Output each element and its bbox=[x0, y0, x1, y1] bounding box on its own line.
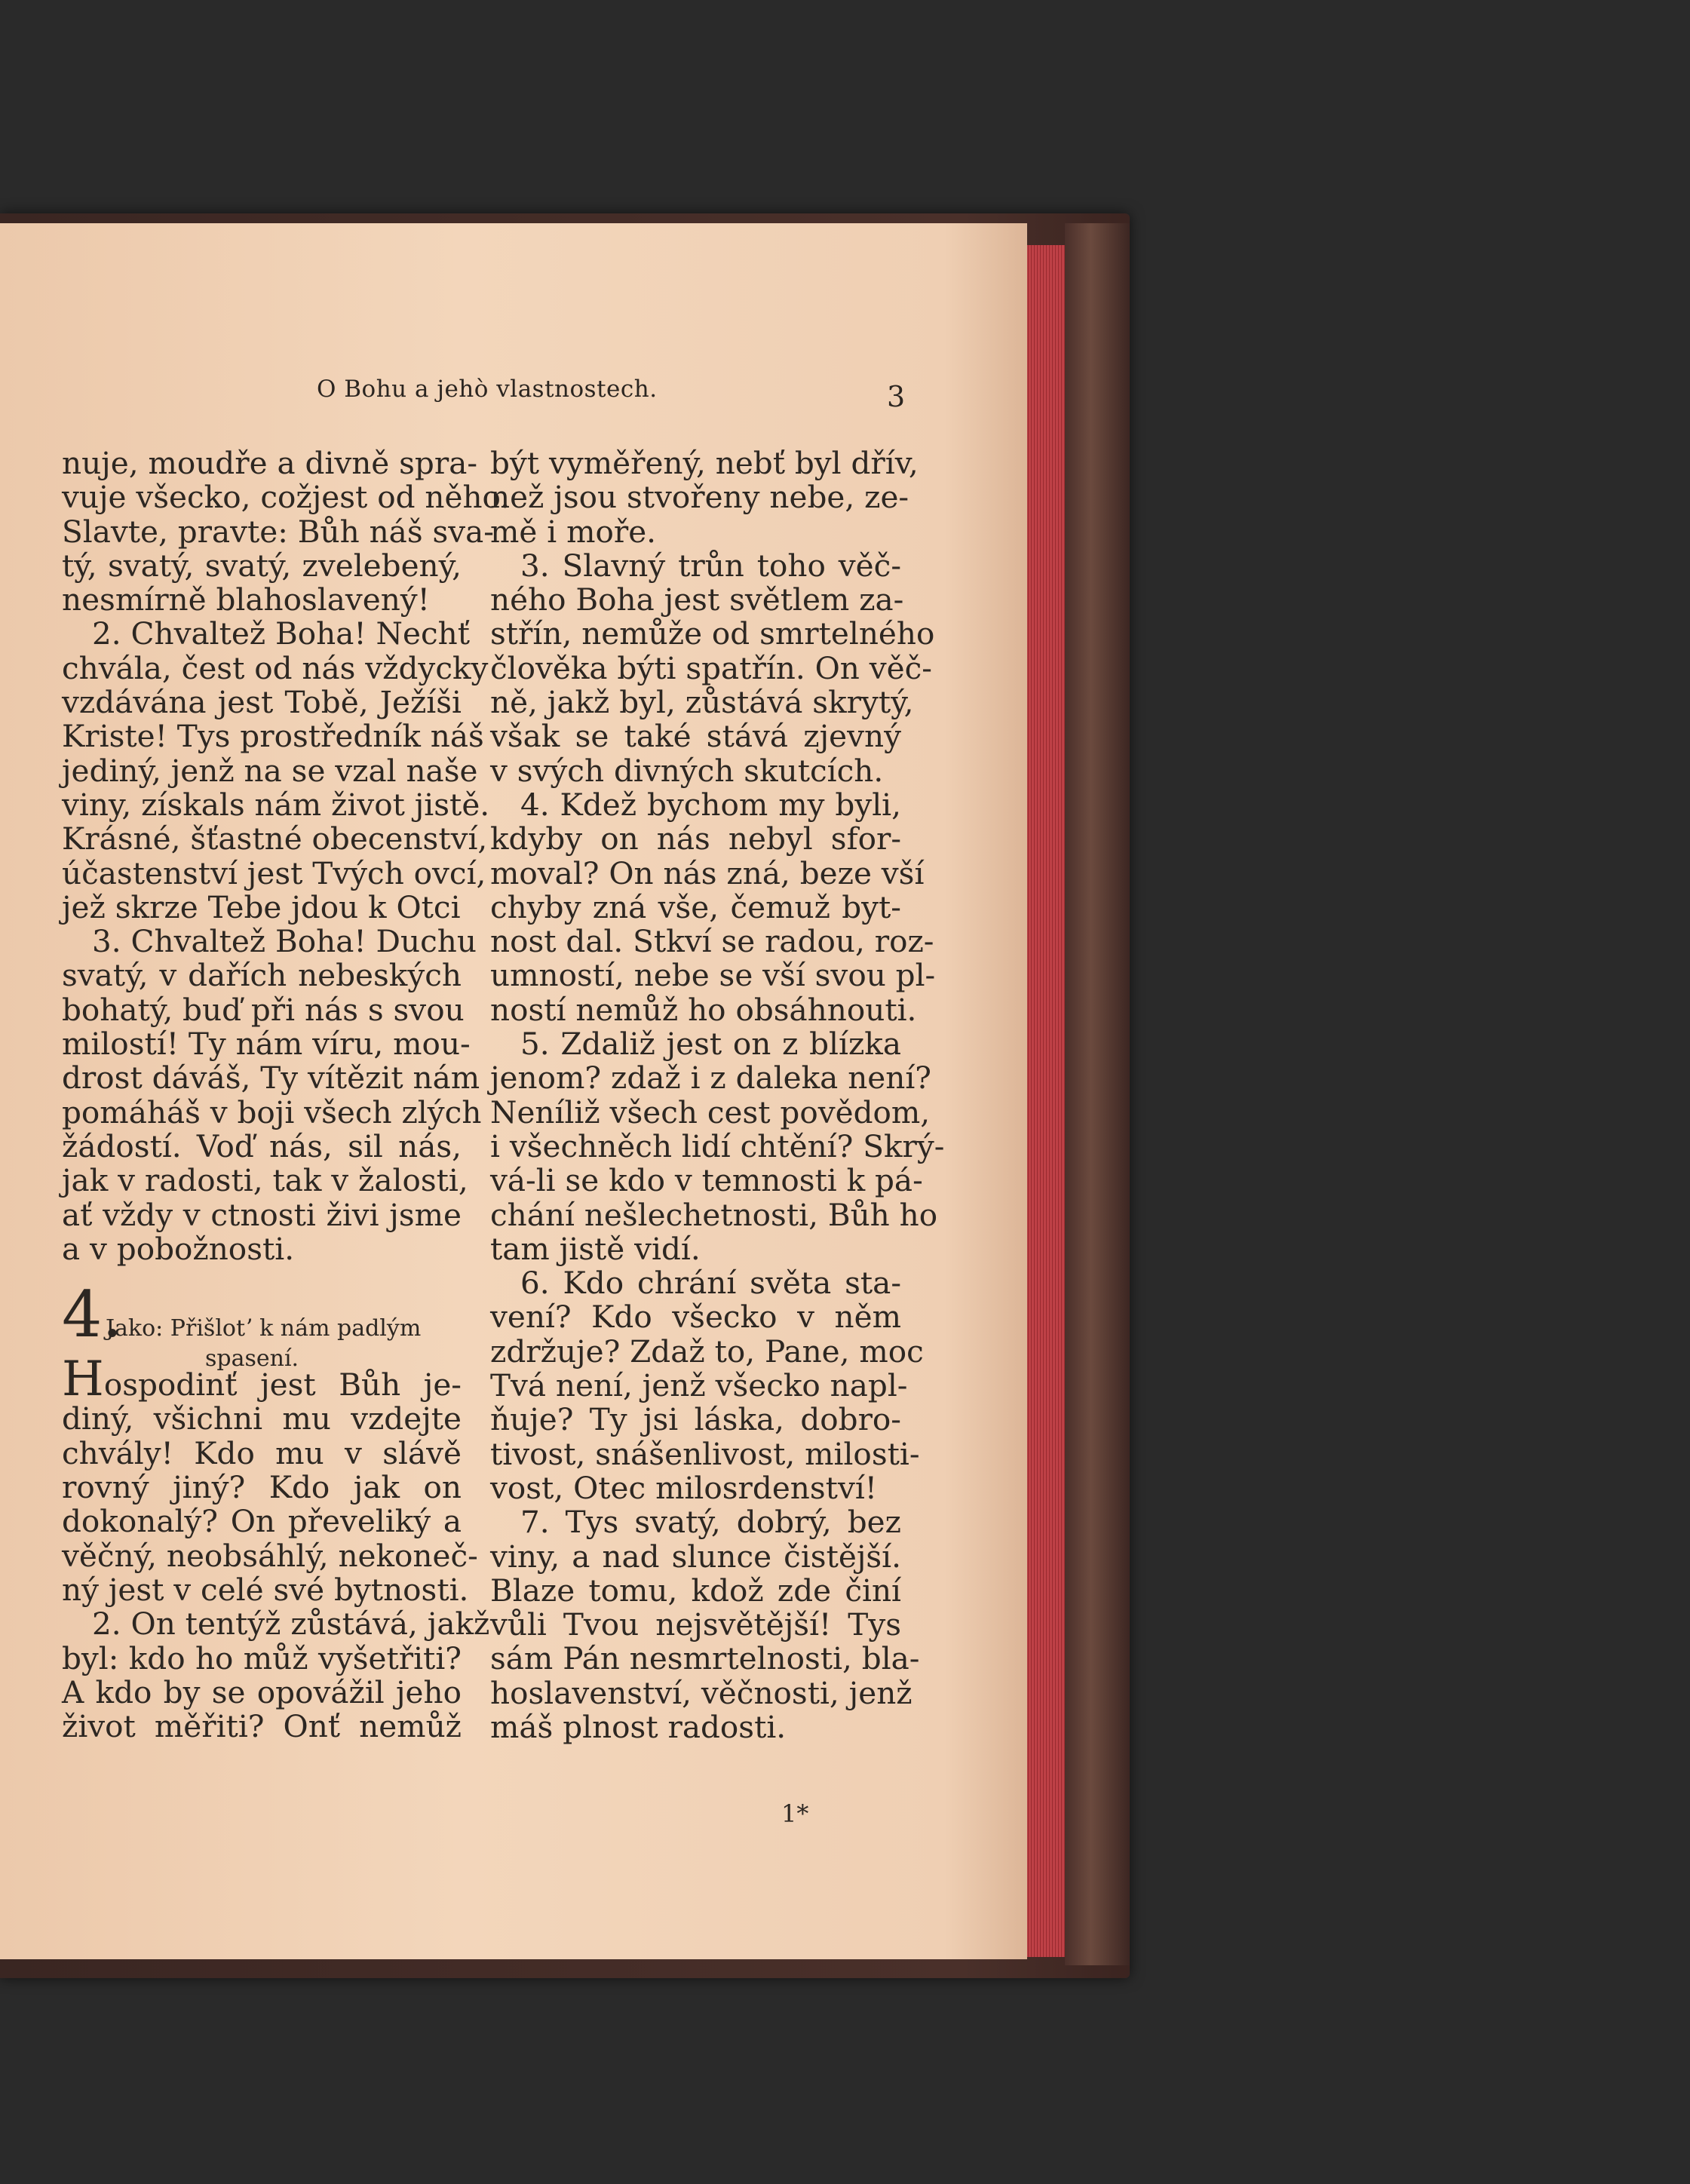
text-line: Neníliž všech cest povědom, bbox=[490, 1094, 931, 1130]
signature-mark: 1* bbox=[781, 1799, 809, 1828]
text-line: svatý, v dařích nebeských bbox=[62, 957, 462, 994]
left-column bbox=[62, 445, 511, 1745]
text-line: 2. Chvaltež Boha! Nechť bbox=[92, 615, 470, 652]
text-line: 3. Chvaltež Boha! Duchu bbox=[92, 923, 477, 960]
drop-cap: H bbox=[62, 1351, 104, 1408]
text-line: umností, nebe se vší svou pl- bbox=[490, 957, 936, 994]
page-number: 3 bbox=[887, 380, 906, 413]
text-line: pomáháš v boji všech zlých bbox=[62, 1094, 482, 1130]
text-line: máš plnost radosti. bbox=[490, 1708, 787, 1745]
text-line: vost, Otec milosrdenství! bbox=[490, 1469, 878, 1506]
text-line: tý, svatý, svatý, zvelebený, bbox=[62, 547, 462, 584]
text-line: ný jest v celé své bytnosti. bbox=[62, 1571, 469, 1608]
text-line: chvály! Kdo mu v slávě bbox=[62, 1434, 462, 1471]
text-line: i všechněch lidí chtění? Skrý- bbox=[490, 1127, 945, 1164]
text-line: Krásné, šťastné obecenství, bbox=[62, 821, 488, 857]
running-head: O Bohu a jehò vlastnostech. bbox=[317, 376, 658, 403]
text-line: zdržuje? Zdaž to, Pane, moc bbox=[490, 1333, 924, 1370]
text-line: mě i moře. bbox=[490, 513, 657, 550]
text-line: a v pobožnosti. bbox=[62, 1230, 295, 1267]
text-line: 6. Kdo chrání světa sta- bbox=[520, 1265, 901, 1302]
text-line: nuje, moudře a divně spra- bbox=[62, 445, 478, 481]
text-line: rovný jiný? Kdo jak on bbox=[62, 1469, 462, 1506]
book-cover-edge bbox=[1065, 223, 1130, 1965]
text-line: ného Boha jest světlem za- bbox=[490, 581, 904, 618]
text-line: vení? Kdo všecko v něm bbox=[490, 1299, 901, 1336]
hymn-number: 4. bbox=[62, 1278, 123, 1352]
text-line: jediný, jenž na se vzal naše bbox=[62, 752, 478, 789]
text-line: viny, a nad slunce čistější. bbox=[490, 1538, 901, 1575]
text-line: 4. Kdež bychom my byli, bbox=[520, 786, 901, 823]
text-line: jež skrze Tebe jdou k Otci bbox=[62, 888, 461, 925]
hymn-first-line-text: ospodinť jest Bůh je- bbox=[103, 1367, 462, 1403]
text-line: život měřiti? Onť nemůž bbox=[62, 1708, 462, 1745]
text-line: viny, získals nám život jistě. bbox=[62, 786, 490, 823]
right-column bbox=[490, 445, 945, 1745]
text-line: drost dáváš, Ty vítězit nám bbox=[62, 1060, 480, 1097]
hymn-heading bbox=[62, 1278, 462, 1373]
text-line: být vyměřený, nebť byl dřív, bbox=[490, 445, 919, 481]
text-line: bohatý, buď při nás s svou bbox=[62, 991, 465, 1028]
text-line: účastenství jest Tvých ovcí, bbox=[62, 854, 486, 891]
text-line: byl: kdo ho můž vyšetřiti? bbox=[62, 1640, 462, 1676]
text-line: sám Pán nesmrtelnosti, bla- bbox=[490, 1640, 920, 1677]
text-line: 2. On tentýž zůstává, jakž bbox=[92, 1606, 490, 1643]
text-line: dokonalý? On převeliký a bbox=[62, 1503, 462, 1540]
text-line: Blaze tomu, kdož zde činí bbox=[490, 1572, 901, 1609]
text-line: Tvá není, jenž všecko napl- bbox=[490, 1367, 908, 1404]
text-line: vůli Tvou nejsvětější! Tys bbox=[490, 1606, 901, 1643]
text-line: člověka býti spatřín. On věč- bbox=[490, 649, 932, 686]
text-line: diný, všichni mu vzdejte bbox=[62, 1400, 462, 1437]
text-line: milostí! Ty nám víru, mou- bbox=[62, 1026, 471, 1063]
text-line: chvála, čest od nás vždycky bbox=[62, 649, 489, 686]
text-line: v svých divných skutcích. bbox=[490, 752, 884, 789]
page-header bbox=[0, 376, 1027, 421]
text-line: chání nešlechetnosti, Bůh ho bbox=[490, 1196, 938, 1233]
hymn-tune: Jako: Přišlotʼ k nám padlým bbox=[106, 1315, 422, 1342]
text-line: 3. Slavný trůn toho věč- bbox=[520, 547, 901, 584]
text-line: hoslavenství, věčnosti, jenž bbox=[490, 1674, 912, 1711]
text-line: vá-li se kdo v temnosti k pá- bbox=[490, 1162, 923, 1199]
text-line: 5. Zdaliž jest on z blízka bbox=[520, 1026, 901, 1063]
text-line: ností nemůž ho obsáhnouti. bbox=[490, 991, 917, 1028]
text-line: vzdávána jest Tobě, Ježíši bbox=[62, 684, 462, 721]
text-line: nesmírně blahoslavený! bbox=[62, 581, 430, 618]
text-line: chyby zná vše, čemuž byt- bbox=[490, 888, 901, 925]
text-line: moval? On nás zná, beze vší bbox=[490, 854, 925, 891]
text-line: ňuje? Ty jsi láska, dobro- bbox=[490, 1401, 901, 1438]
text-line: než jsou stvořeny nebe, ze- bbox=[490, 479, 909, 516]
text-line: jenom? zdaž i z daleka není? bbox=[490, 1060, 931, 1097]
text-line: ať vždy v ctnosti živi jsme bbox=[62, 1196, 462, 1233]
text-line: tam jistě vidí. bbox=[490, 1230, 701, 1267]
text-line: nost dal. Stkví se radou, roz- bbox=[490, 923, 934, 960]
text-line: střín, nemůže od smrtelného bbox=[490, 615, 935, 652]
text-line: věčný, neobsáhlý, nekoneč- bbox=[62, 1537, 478, 1574]
text-line: Slavte, pravte: Bůh náš sva- bbox=[62, 513, 494, 550]
text-line: 7. Tys svatý, dobrý, bez bbox=[520, 1504, 901, 1541]
text-line: A kdo by se opovážil jeho bbox=[62, 1673, 462, 1710]
red-page-edges bbox=[1026, 245, 1065, 1957]
text-line: tivost, snášenlivost, milosti- bbox=[490, 1435, 920, 1472]
text-line: však se také stává zjevný bbox=[490, 718, 901, 755]
text-line: žádostí. Voď nás, sil nás, bbox=[62, 1127, 462, 1164]
hymn-tune-continued: spasení. bbox=[205, 1345, 299, 1373]
text-line: kdyby on nás nebyl sfor- bbox=[490, 821, 901, 857]
text-line: jak v radosti, tak v žalosti, bbox=[62, 1162, 468, 1199]
text-line: vuje všecko, cožjest od něho. bbox=[62, 479, 511, 516]
text-line: ně, jakž byl, zůstává skrytý, bbox=[490, 684, 914, 721]
text-line: Kriste! Tys prostředník náš bbox=[62, 718, 484, 755]
